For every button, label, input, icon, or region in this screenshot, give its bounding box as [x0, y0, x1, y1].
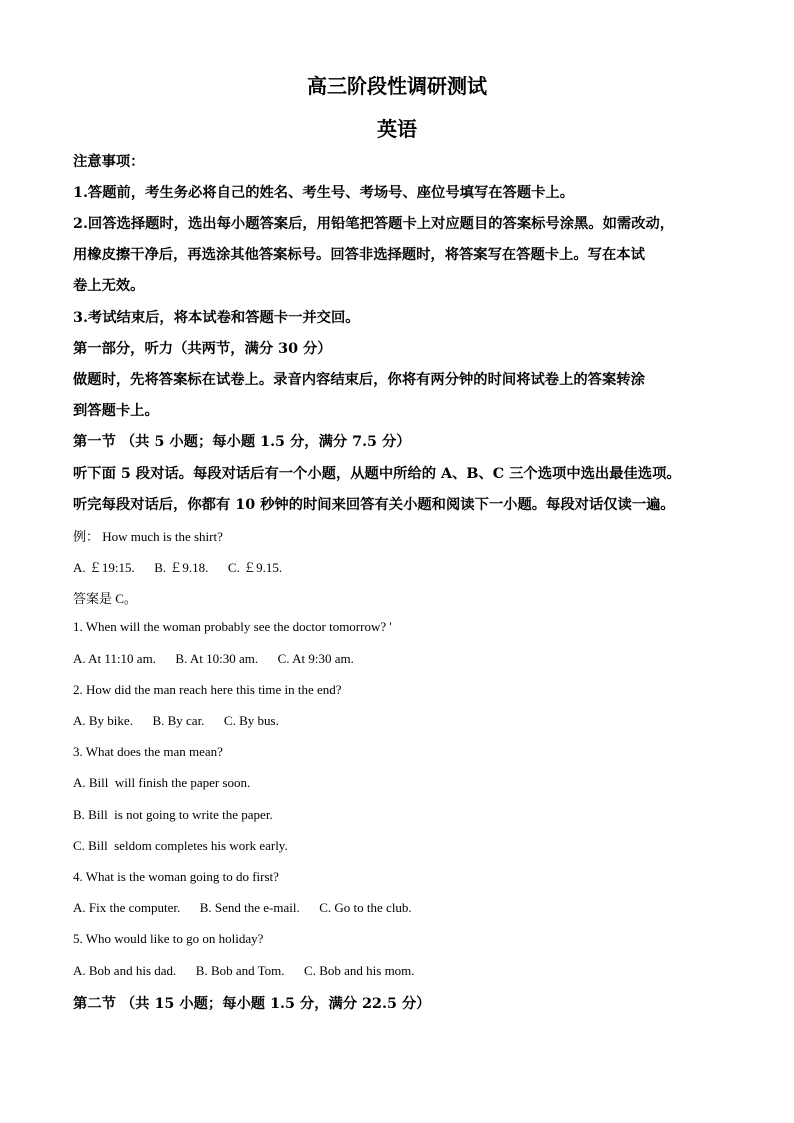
notice-item-2-line-1: 2.回答选择题时，选出每小题答案后，用铅笔把答题卡上对应题目的答案标号涂黑。如需改动， [73, 216, 675, 232]
notice-heading: 注意事项： [73, 154, 145, 170]
question-1-stem: 1. When will the woman probably see the doctor tomorrow? ' [73, 619, 392, 634]
question-1-options: A. At 11:10 am. B. At 10:30 am. C. At 9:30 am. [73, 651, 354, 666]
subject-title: 英语 [377, 117, 417, 141]
question-3-stem: 3. What does the man mean? [73, 744, 223, 759]
part1-instruction-line-2: 到答题卡上。 [73, 403, 159, 419]
section1-heading: 第一节 （共 5 小题；每小题 1.5 分，满分 7.5 分） [73, 434, 411, 450]
part1-instruction-line-1: 做题时，先将答案标在试卷上。录音内容结束后，你将有两分钟的时间将试卷上的答案转涂 [73, 372, 645, 388]
part1-heading: 第一部分，听力（共两节，满分 30 分） [73, 341, 332, 357]
notice-item-2-line-3: 卷上无效。 [73, 278, 145, 294]
question-5-stem: 5. Who would like to go on holiday? [73, 931, 264, 946]
example-answer: 答案是 C。 [73, 591, 137, 606]
question-5-options: A. Bob and his dad. B. Bob and Tom. C. Bob and his mom. [73, 963, 415, 978]
section2-heading: 第二节 （共 15 小题；每小题 1.5 分，满分 22.5 分） [73, 996, 431, 1012]
section1-instruction-line-1: 听下面 5 段对话。每段对话后有一个小题，从题中所给的 A、B、C 三个选项中选出最佳选项。 [73, 466, 681, 482]
section1-instruction-line-2: 听完每段对话后，你都有 10 秒钟的时间来回答有关小题和阅读下一小题。每段对话仅读一遍。 [73, 497, 675, 513]
notice-item-1: 1.答题前，考生务必将自己的姓名、考生号、考场号、座位号填写在答题卡上。 [73, 185, 575, 201]
notice-item-2-line-2: 用橡皮擦干净后，再选涂其他答案标号。回答非选择题时，将答案写在答题卡上。写在本试 [73, 247, 645, 263]
example-question: 例： How much is the shirt? [73, 529, 223, 544]
question-3-option-c: C. Bill seldom completes his work early. [73, 838, 288, 853]
question-4-options: A. Fix the computer. B. Send the e-mail. C. Go to the club. [73, 900, 412, 915]
question-2-stem: 2. How did the man reach here this time in the end? [73, 682, 342, 697]
question-4-stem: 4. What is the woman going to do first? [73, 869, 279, 884]
example-options: A. ￡19:15. B. ￡9.18. C. ￡9.15. [73, 560, 283, 575]
question-3-option-a: A. Bill will finish the paper soon. [73, 775, 251, 790]
exam-title: 高三阶段性调研测试 [307, 74, 487, 98]
question-2-options: A. By bike. B. By car. C. By bus. [73, 713, 279, 728]
question-3-option-b: B. Bill is not going to write the paper. [73, 807, 273, 822]
notice-item-3: 3.考试结束后，将本试卷和答题卡一并交回。 [73, 310, 360, 326]
